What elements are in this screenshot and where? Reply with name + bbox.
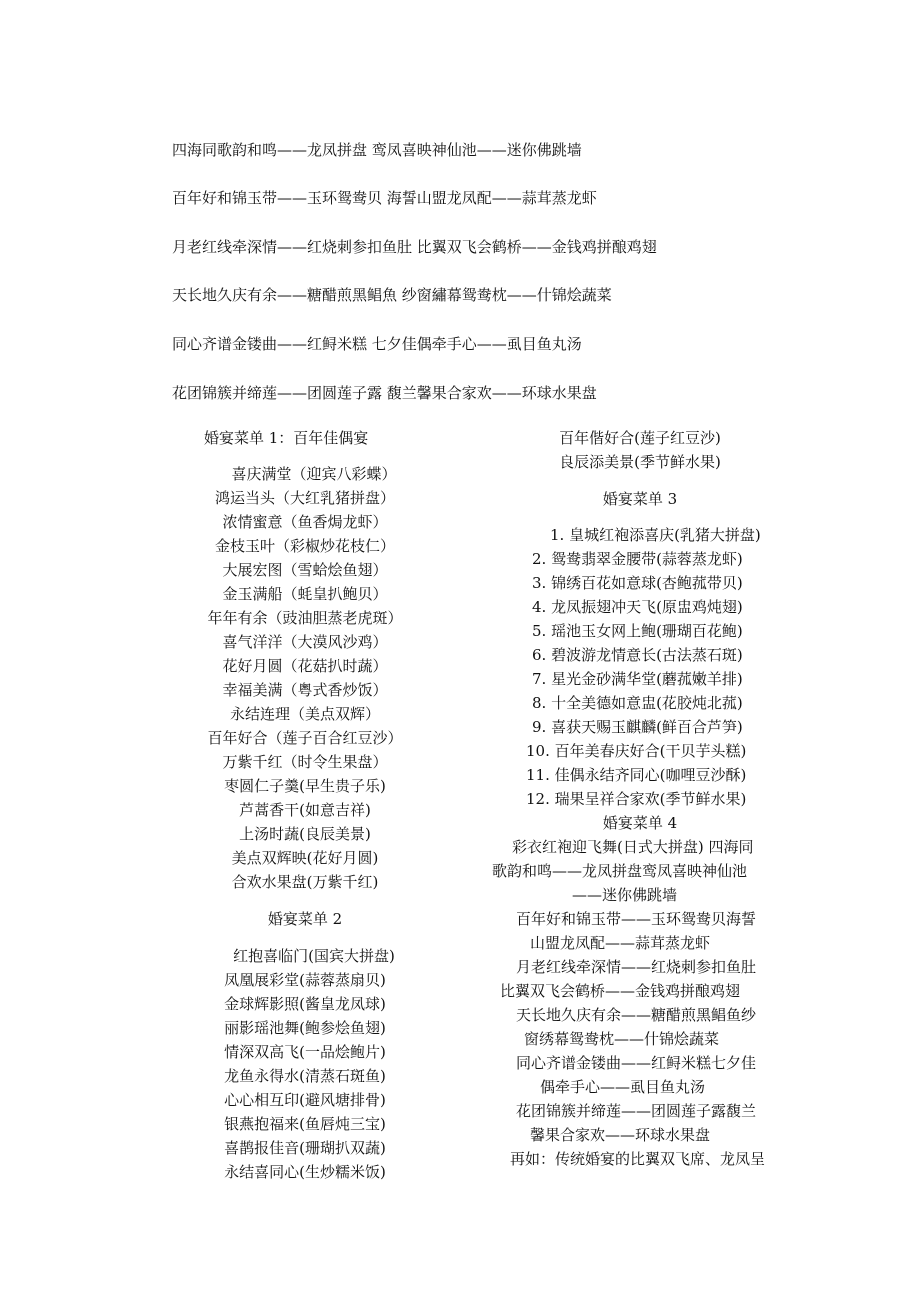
menu2-item: 金球辉影照(酱皇龙凤球) <box>224 995 386 1013</box>
menu4-line: 再如：传统婚宴的比翼双飞席、龙凤呈 <box>510 1150 766 1168</box>
menu3-item: 9. 喜获天赐玉麒麟(鲜百合芦笋) <box>532 718 743 736</box>
menu1-item: 合欢水果盘(万紫千红) <box>231 873 379 891</box>
menu3-item: 10. 百年美春庆好合(干贝芋头糕) <box>526 742 747 760</box>
menu2-item: 丽影瑶池舞(鲍参烩鱼翅) <box>224 1019 386 1037</box>
menu1-item: 金玉满船（蚝皇扒鲍贝） <box>222 585 388 603</box>
menu1-item: 金枝玉叶（彩椒炒花枝仁） <box>214 537 395 555</box>
menu4-line: 歌韵和鸣——龙凤拼盘鸾凤喜映神仙池 <box>492 862 748 880</box>
menu4-line: 百年好和锦玉带——玉环鸳鸯贝海誓 <box>516 910 757 928</box>
menu1-continued-item: 百年偕好合(莲子红豆沙) <box>559 429 721 447</box>
menu3-item: 12. 瑞果呈祥合家欢(季节鲜水果) <box>526 790 747 808</box>
menu1-item: 永结连理（美点双辉） <box>229 705 380 723</box>
menu2-item: 永结喜同心(生炒糯米饭) <box>224 1163 386 1181</box>
menu1-title: 婚宴菜单 1：百年佳偶宴 <box>204 429 369 447</box>
menu4-line: 偶牵手心——虱目鱼丸汤 <box>540 1078 706 1096</box>
menu4-line: ——迷你佛跳墙 <box>572 886 678 904</box>
menu2-item: 情深双高飞(一品烩鲍片) <box>224 1043 386 1061</box>
menu1-item: 浓情蜜意（鱼香焗龙虾） <box>222 513 388 531</box>
top-line: 四海同歌韵和鸣——龙凤拼盘 鸾凤喜映神仙池——迷你佛跳墙 <box>172 141 582 159</box>
menu4-line: 花团锦簇并缔莲——团圆莲子露馥兰 <box>516 1102 757 1120</box>
top-line: 同心齐谱金镂曲——红鲟米糕 七夕佳偶牵手心——虱目鱼丸汤 <box>172 335 582 353</box>
menu4-line: 天长地久庆有余——糖醋煎黑鲳鱼纱 <box>516 1006 757 1024</box>
top-line: 百年好和锦玉带——玉环鸳鸯贝 海誓山盟龙凤配——蒜茸蒸龙虾 <box>172 189 597 207</box>
menu3-item: 1. 皇城红袍添喜庆(乳猪大拼盘) <box>550 526 761 544</box>
menu3-item: 11. 佳偶永结齐同心(咖哩豆沙酥) <box>526 766 747 784</box>
menu1-item: 鸿运当头（大红乳猪拼盘） <box>214 489 395 507</box>
menu4-line: 彩衣红袍迎飞舞(日式大拼盘) 四海同 <box>512 838 754 856</box>
menu1-item: 喜气洋洋（大漠风沙鸡） <box>222 633 388 651</box>
menu3-item: 7. 星光金砂满华堂(蘑菰嫩羊排) <box>532 670 743 688</box>
menu1-item: 百年好合（莲子百合红豆沙） <box>207 729 403 747</box>
menu4-line: 馨果合家欢——环球水果盘 <box>530 1126 711 1144</box>
menu3-item: 6. 碧波游龙情意长(古法蒸石斑) <box>532 646 743 664</box>
menu2-item: 龙鱼永得水(清蒸石斑鱼) <box>224 1067 386 1085</box>
menu1-item: 芦蒿香干(如意吉祥) <box>239 801 371 819</box>
menu4-line: 比翼双飞会鹤桥——金钱鸡拼酿鸡翅 <box>500 982 741 1000</box>
menu1-item: 万紫千红（时令生果盘） <box>222 753 388 771</box>
menu2-item: 凤凰展彩堂(蒜蓉蒸扇贝) <box>224 971 386 989</box>
menu4-title: 婚宴菜单 4 <box>602 814 678 832</box>
menu3-item: 3. 锦绣百花如意球(杏鲍菰带贝) <box>532 574 743 592</box>
menu3-item: 8. 十全美德如意盅(花胶炖北菰) <box>532 694 743 712</box>
menu1-item: 枣圆仁子羹(早生贵子乐) <box>224 777 386 795</box>
top-line: 月老红线牵深情——红烧刺参扣鱼肚 比翼双飞会鹤桥——金钱鸡拼酿鸡翅 <box>172 238 657 256</box>
menu1-item: 上汤时蔬(良辰美景) <box>239 825 371 843</box>
menu1-continued-item: 良辰添美景(季节鲜水果) <box>559 453 721 471</box>
menu1-item: 美点双辉映(花好月圆) <box>231 849 379 867</box>
menu3-item: 5. 瑶池玉女网上鲍(珊瑚百花鲍) <box>532 622 743 640</box>
menu4-line: 月老红线牵深情——红烧刺参扣鱼肚 <box>516 958 757 976</box>
menu1-item: 大展宏图（雪蛤烩鱼翅） <box>222 561 388 579</box>
menu3-item: 2. 鸳鸯翡翠金腰带(蒜蓉蒸龙虾) <box>532 550 743 568</box>
menu2-item: 心心相互印(避风塘排骨) <box>224 1091 386 1109</box>
menu4-line: 窗绣幕鸳鸯枕——什锦烩蔬菜 <box>524 1030 720 1048</box>
menu4-line: 同心齐谱金镂曲——红鲟米糕七夕佳 <box>516 1054 757 1072</box>
menu2-title: 婚宴菜单 2 <box>267 910 343 928</box>
menu3-title: 婚宴菜单 3 <box>602 490 678 508</box>
menu2-item: 红抱喜临门(国宾大拼盘) <box>233 947 395 965</box>
menu1-item: 喜庆满堂（迎宾八彩蝶） <box>231 465 397 483</box>
menu1-item: 年年有余（豉油胆蒸老虎斑） <box>207 609 403 627</box>
menu3-item: 4. 龙凤振翅冲天飞(原盅鸡炖翅) <box>532 598 743 616</box>
top-line: 天长地久庆有余——糖醋煎黑鲳魚 纱窗繡幕鸳鸯枕——什锦烩蔬菜 <box>172 286 612 304</box>
menu2-item: 喜鹊报佳音(珊瑚扒双蔬) <box>224 1139 386 1157</box>
top-line: 花团锦簇并缔莲——团圆莲子露 馥兰馨果合家欢——环球水果盘 <box>172 384 597 402</box>
menu2-item: 银燕抱福来(鱼唇炖三宝) <box>224 1115 386 1133</box>
menu4-line: 山盟龙凤配——蒜茸蒸龙虾 <box>530 934 711 952</box>
menu1-item: 幸福美满（粤式香炒饭） <box>222 681 388 699</box>
menu1-item: 花好月圆（花菇扒时蔬） <box>222 657 388 675</box>
